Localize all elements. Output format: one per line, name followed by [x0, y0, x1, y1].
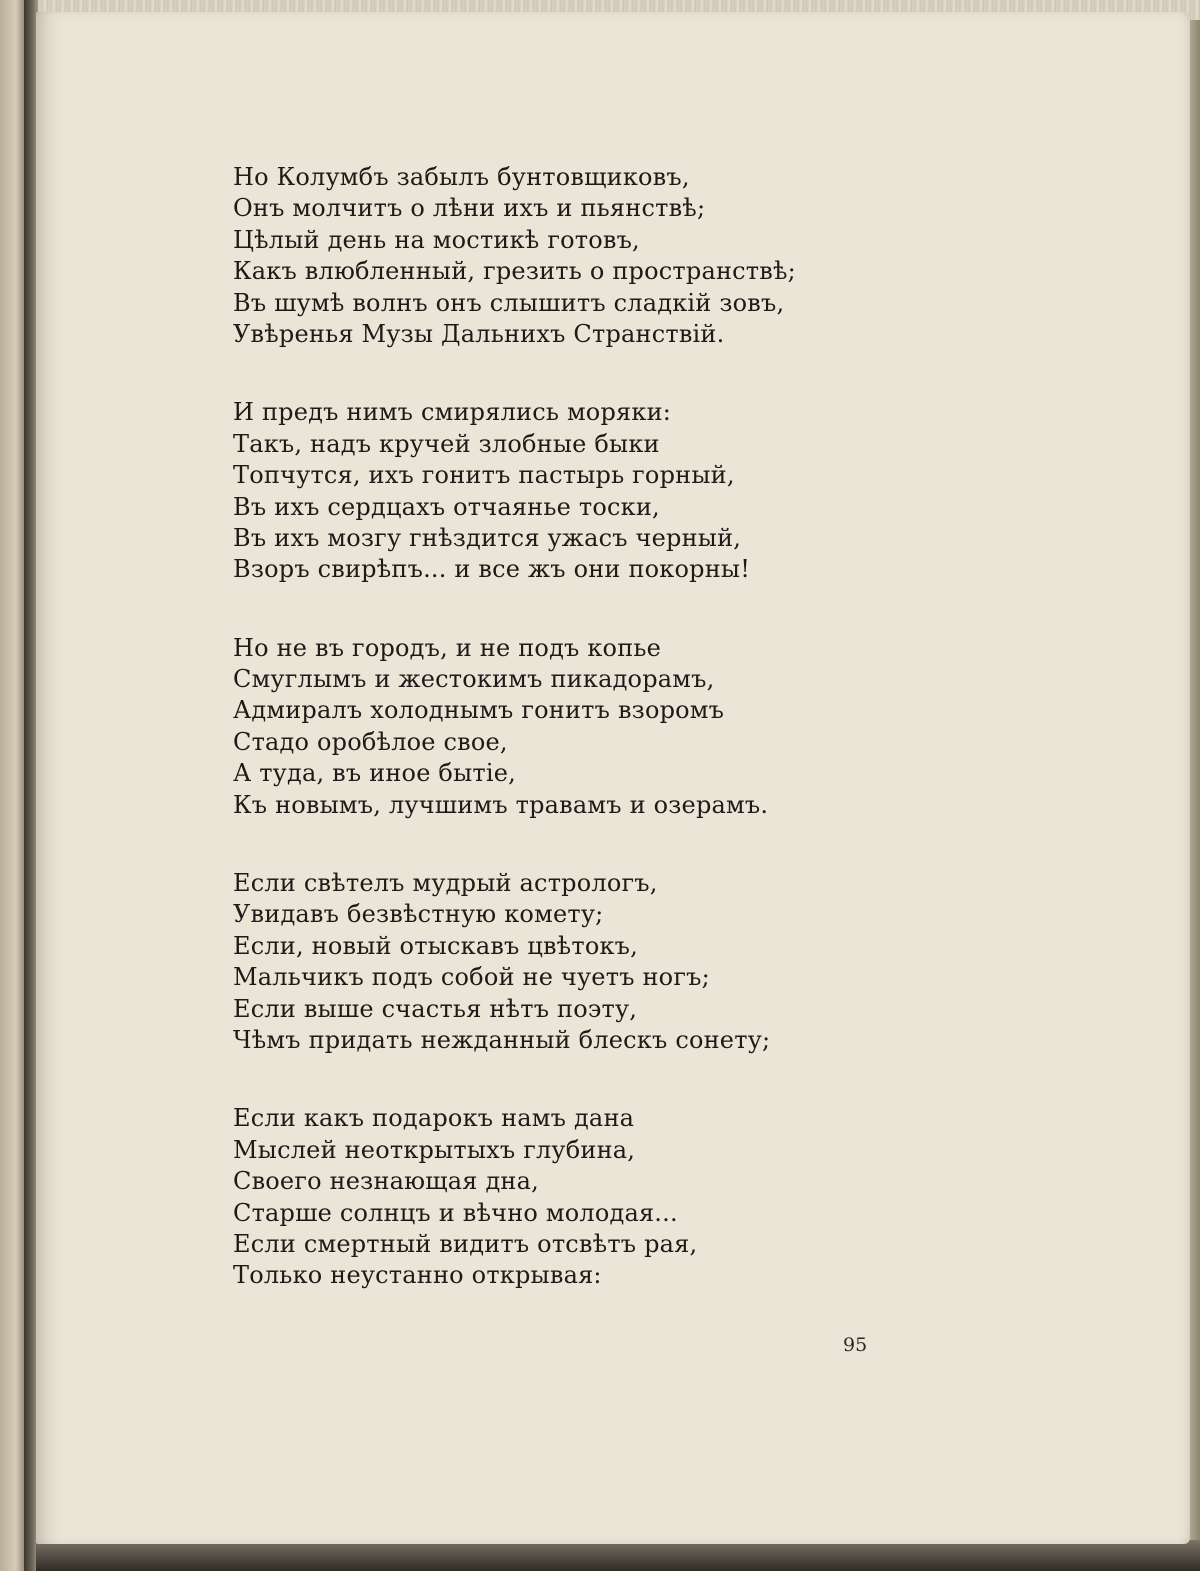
- poem-line: Топчутся, ихъ гонитъ пастырь горный,: [233, 461, 735, 490]
- poem-line: Только неустанно открывая:: [233, 1261, 602, 1290]
- poem-line: Въ шумѣ волнъ онъ слышитъ сладкiй зовъ,: [233, 288, 785, 317]
- page-number: 95: [843, 1334, 868, 1356]
- poem-line: Если смертный видитъ отсвѣтъ рая,: [233, 1229, 698, 1258]
- poem-line: Но Колумбъ забылъ бунтовщиковъ,: [233, 163, 690, 191]
- stanza-5: [233, 1103, 933, 1291]
- poem-line: Мыслей неоткрытыхъ глубина,: [233, 1135, 636, 1164]
- poem-line: Цѣлый день на мостикѣ готовъ,: [233, 225, 640, 254]
- poem-line: Если какъ подарокъ намъ дана: [233, 1104, 635, 1133]
- poem-line: Чѣмъ придать нежданный блескъ сонету;: [233, 1025, 771, 1054]
- poem-line: Своего незнающая дна,: [233, 1167, 539, 1196]
- poem-line: Какъ влюбленный, грезить о пространствѣ;: [233, 257, 796, 286]
- poem-line: И предъ нимъ смирялись моряки:: [233, 398, 672, 427]
- poem-text: [233, 162, 933, 1339]
- poem-line: Онъ молчитъ о лѣни ихъ и пьянствѣ;: [233, 194, 706, 223]
- poem-line: А туда, въ иное бытiе,: [233, 759, 516, 788]
- poem-line: Въ ихъ мозгу гнѣздится ужасъ черный,: [233, 523, 742, 552]
- poem-line: Въ ихъ сердцахъ отчаянье тоски,: [233, 492, 660, 521]
- stanza-4: [233, 868, 933, 1056]
- poem-line: Если, новый отыскавъ цвѣтокъ,: [233, 931, 638, 960]
- poem-line: Увидавъ безвѣстную комету;: [233, 900, 604, 929]
- poem-line: Адмиралъ холоднымъ гонитъ взоромъ: [233, 696, 725, 725]
- poem-line: Но не въ городъ, и не подъ копье: [233, 633, 662, 662]
- bottom-cover-edge: [36, 1540, 1200, 1571]
- poem-line: Мальчикъ подъ собой не чуетъ ногъ;: [233, 963, 710, 992]
- poem-line: Увѣренья Музы Дальнихъ Странствiй.: [233, 319, 725, 348]
- poem-line: Если свѣтелъ мудрый астрологъ,: [233, 869, 658, 898]
- stanza-1: [233, 162, 933, 350]
- poem-line: Взоръ свирѣпъ... и все жъ они покорны!: [233, 555, 751, 584]
- poem-line: Старше солнцъ и вѣчно молодая...: [233, 1198, 678, 1227]
- poem-line: Смуглымъ и жестокимъ пикадорамъ,: [233, 665, 715, 694]
- poem-line: Къ новымъ, лучшимъ травамъ и озерамъ.: [233, 790, 769, 819]
- poem-line: Стадо оробѣлое свое,: [233, 727, 508, 756]
- poem-line: Если выше счастья нѣтъ поэту,: [233, 994, 638, 1023]
- poem-line: Такъ, надъ кручей злобные быки: [233, 429, 660, 458]
- stanza-3: [233, 633, 933, 821]
- left-page-edge: [0, 0, 26, 1571]
- stanza-2: [233, 397, 933, 585]
